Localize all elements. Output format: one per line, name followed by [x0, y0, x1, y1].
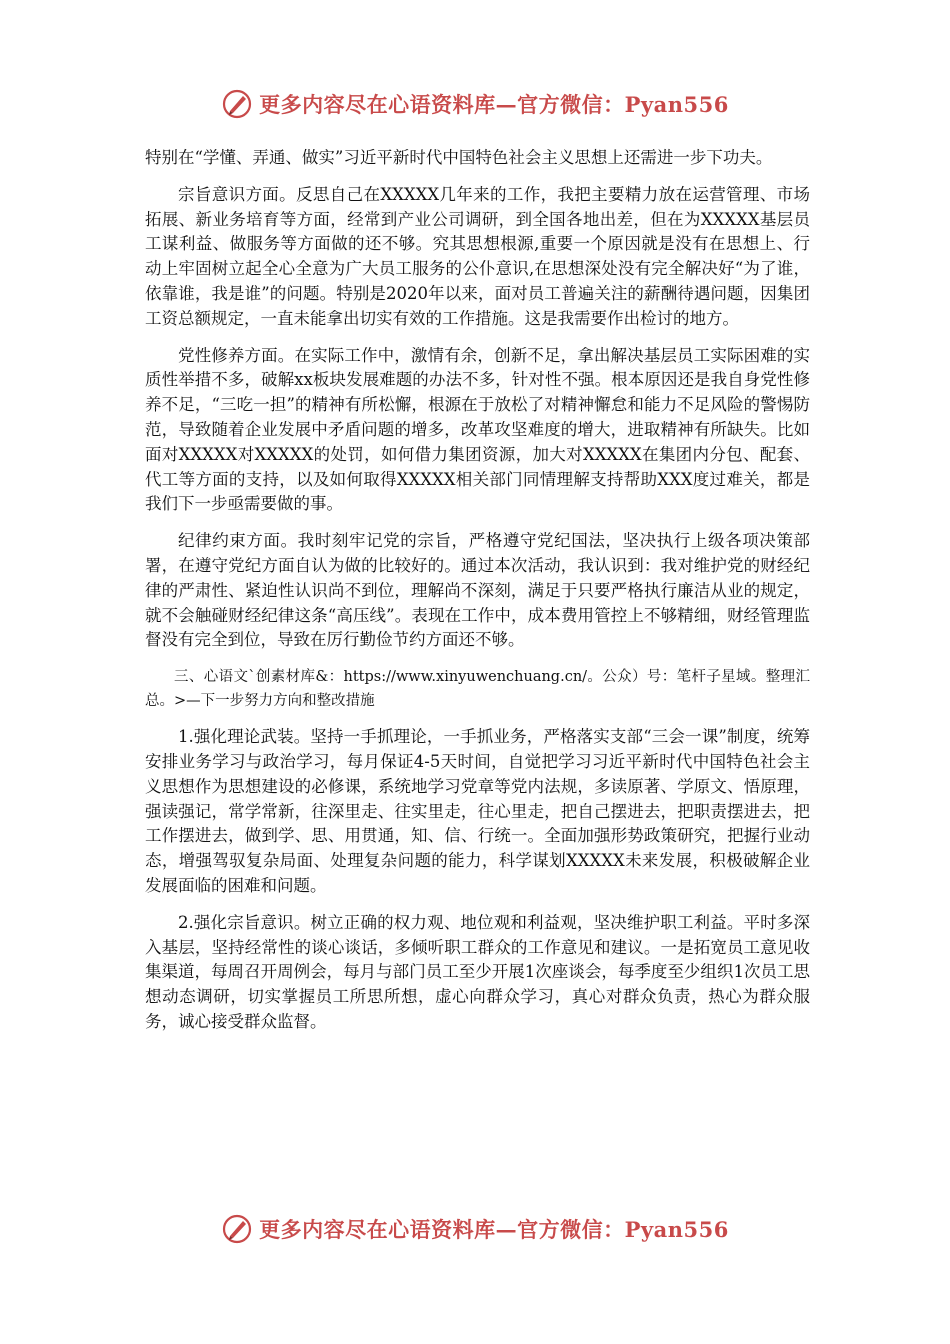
paragraph-party-cultivation: 党性修养方面。在实际工作中，激情有余，创新不足，拿出解决基层员工实际困难的实质性举措不多，破解xx板块发展难题的办法不多，针对性不强。根本原因还是我自身党性修养不足，“三吃一担”的精神有所松懈，根源在于放松了对精神懈怠和能力不足风险的警惕防范，导致随着企业发展中矛盾问题的增多，改革攻坚难度的增大，进取精神有所缺失。比如面对XXXXX对XXXXX的处罚，如何借力集团资源，加大对XXXXX在集团内分包、配套、代工等方面的支持，以及如何取得XXXXX相关部门同情理解支持帮助XXX度过难关，都是我们下一步亟需要做的事。 [145, 345, 810, 514]
paragraph-discipline: 纪律约束方面。我时刻牢记党的宗旨，严格遵守党纪国法，坚决执行上级各项决策部署，在遵守党纪方面自认为做的比较好的。通过本次活动，我认识到：我对维护党的财经纪律的严肃性、紧迫性认识尚不到位，理解尚不深刻，满足于只要严格执行廉洁从业的规定，就不会触碰财经纪律这条“高压线”。表现在工作中，成本费用管控上不够精细，财经管理监督没有完全到位，导致在厉行勤俭节约方面还不够。 [145, 531, 810, 650]
paragraph-purpose-strengthen: 2.强化宗旨意识。树立正确的权力观、地位观和利益观，坚决维护职工利益。平时多深入基层，坚持经常性的谈心谈话，多倾听职工群众的工作意见和建议。一是拓宽员工意见收集渠道，每周召开周例会，每月与部门员工至少开展1次座谈会，每季度至少组织1次员工思想动态调研，切实掌握员工所思所想，虚心向群众学习，真心对群众负责，热心为群众服务，诚心接受群众监督。 [145, 912, 810, 1031]
pen-logo-icon [221, 88, 253, 120]
document-body [145, 146, 810, 1047]
watermark-text: 更多内容尽在心语资料库—官方微信：Pyan556 [259, 1217, 729, 1242]
section-heading-three: 三、心语文`创素材库&：https://www.xinyuwenchuang.cn/。公众）号：笔杆子星域。整理汇总。>—下一步努力方向和整改措施 [145, 669, 810, 710]
paragraph-purpose-awareness: 宗旨意识方面。反思自己在XXXXX几年来的工作，我把主要精力放在运营管理、市场拓展、新业务培育等方面，经常到产业公司调研，到全国各地出差，但在为XXXXX基层员工谋利益、做服务等方面做的还不够。究其思想根源,重要一个原因就是没有在思想上、行动上牢固树立起全心全意为广大员工服务的公仆意识,在思想深处没有完全解决好“为了谁，依靠谁，我是谁”的问题。特别是2020年以来，面对员工普遍关注的薪酬待遇问题，因集团工资总额规定，一直未能拿出切实有效的工作措施。这是我需要作出检讨的地方。 [145, 184, 810, 328]
watermark-footer [0, 1213, 950, 1245]
watermark-text: 更多内容尽在心语资料库—官方微信：Pyan556 [259, 92, 729, 117]
paragraph-continuation: 特别在“学懂、弄通、做实”习近平新时代中国特色社会主义思想上还需进一步下功夫。 [145, 148, 773, 167]
watermark-header [0, 88, 950, 120]
paragraph-theory: 1.强化理论武装。坚持一手抓理论，一手抓业务，严格落实支部“三会一课”制度，统筹安排业务学习与政治学习，每月保证4-5天时间，自觉把学习习近平新时代中国特色社会主义思想作为思想建设的必修课，系统地学习党章等党内法规，多读原著、学原文、悟原理，强读强记，常学常新，往深里走、往实里走，往心里走，把自己摆进去，把职责摆进去，把工作摆进去，做到学、思、用贯通，知、信、行统一。全面加强形势政策研究，把握行业动态，增强驾驭复杂局面、处理复杂问题的能力，科学谋划XXXXX未来发展，积极破解企业发展面临的困难和问题。 [145, 727, 810, 895]
pen-logo-icon [221, 1213, 253, 1245]
